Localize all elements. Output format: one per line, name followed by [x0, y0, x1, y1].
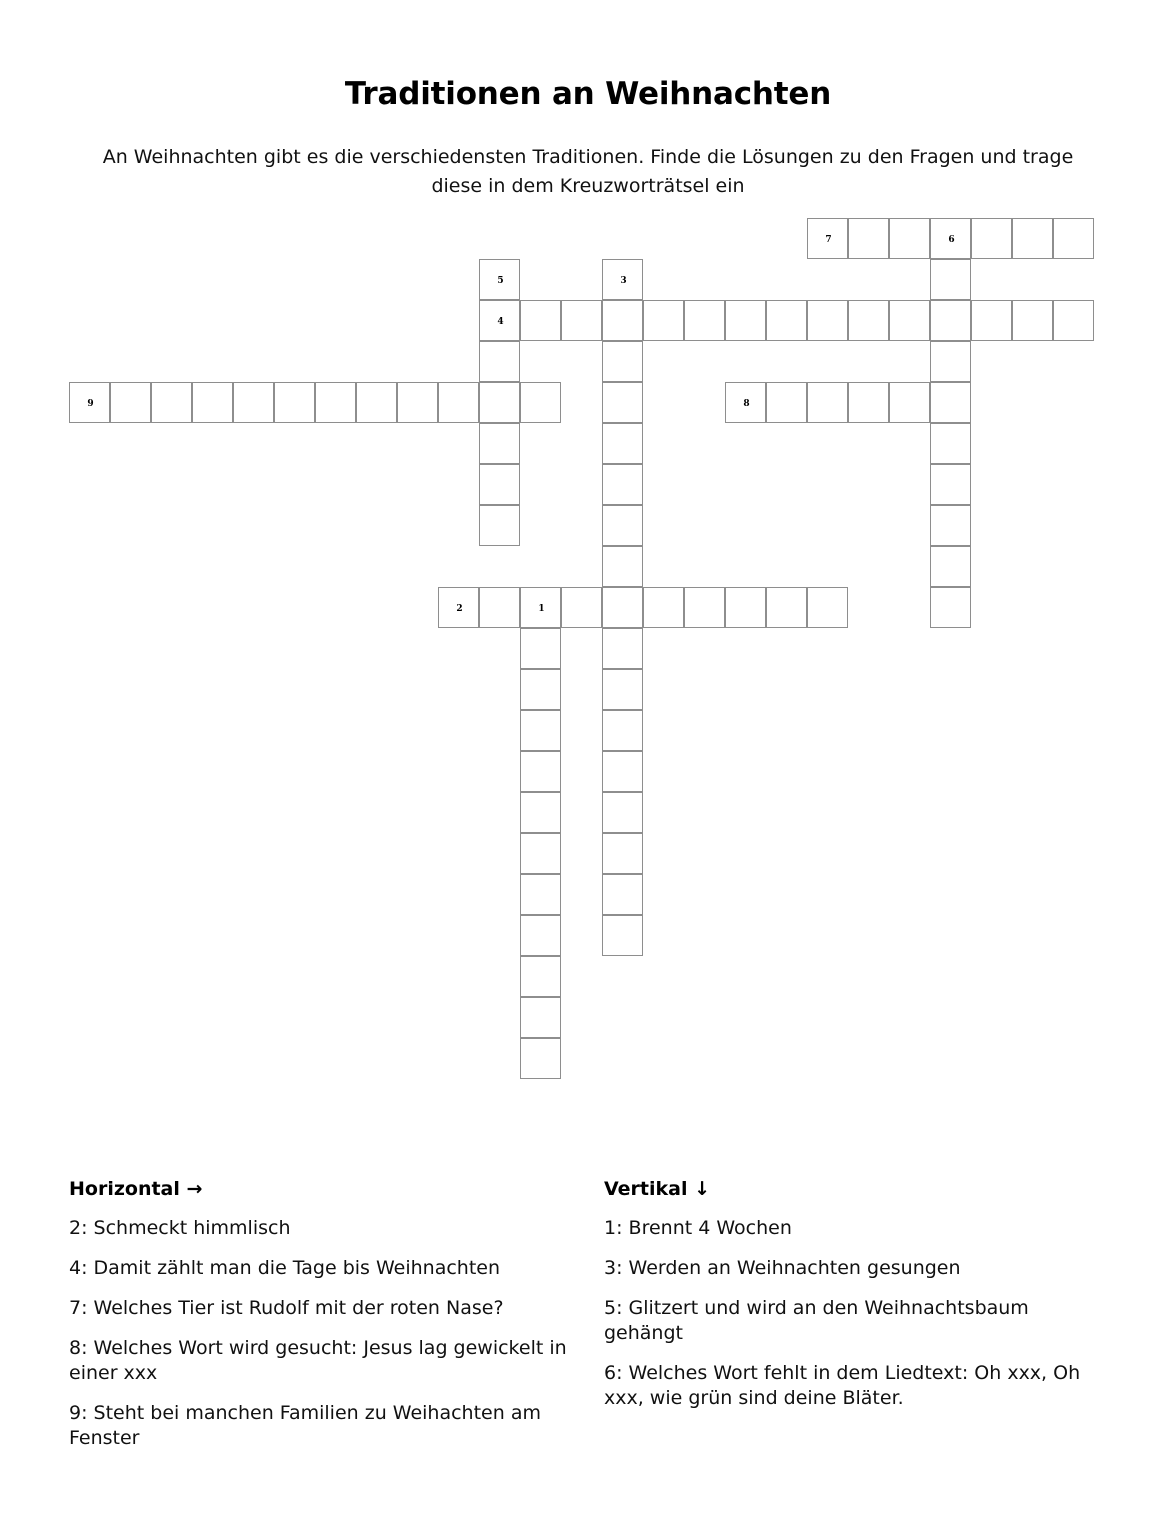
- crossword-cell-start-6[interactable]: [930, 218, 971, 259]
- clue-item: 1: Brennt 4 Wochen: [604, 1217, 792, 1239]
- crossword-cell[interactable]: [930, 423, 971, 464]
- crossword-cell[interactable]: [356, 382, 397, 423]
- crossword-cell[interactable]: [643, 587, 684, 628]
- crossword-cell[interactable]: [602, 341, 643, 382]
- crossword-cell[interactable]: [520, 710, 561, 751]
- crossword-cell[interactable]: [110, 382, 151, 423]
- crossword-cell[interactable]: [479, 464, 520, 505]
- clue-item: 6: Welches Wort fehlt in dem Liedtext: Oh xxx, Oh xxx, wie grün sind deine Bläter.: [604, 1362, 1081, 1409]
- crossword-cell[interactable]: [479, 341, 520, 382]
- crossword-cell[interactable]: [520, 915, 561, 956]
- vertikal-heading: Vertikal ↓: [604, 1178, 711, 1200]
- crossword-cell[interactable]: [602, 833, 643, 874]
- crossword-cell[interactable]: [643, 300, 684, 341]
- crossword-cell[interactable]: [807, 300, 848, 341]
- crossword-clue-number: 6: [948, 234, 955, 245]
- crossword-cell[interactable]: [1012, 300, 1053, 341]
- crossword-cell[interactable]: [192, 382, 233, 423]
- crossword-clue-number: 4: [497, 316, 504, 327]
- crossword-cell-start-7[interactable]: [807, 218, 848, 259]
- crossword-cell[interactable]: [848, 218, 889, 259]
- crossword-cell[interactable]: [930, 546, 971, 587]
- crossword-cell[interactable]: [520, 1038, 561, 1079]
- crossword-cell[interactable]: [520, 382, 561, 423]
- crossword-cell[interactable]: [520, 997, 561, 1038]
- crossword-cell[interactable]: [602, 792, 643, 833]
- crossword-cell[interactable]: [1012, 218, 1053, 259]
- crossword-cell[interactable]: [520, 956, 561, 997]
- crossword-cell[interactable]: [602, 915, 643, 956]
- crossword-cell[interactable]: [561, 587, 602, 628]
- crossword-cell[interactable]: [930, 300, 971, 341]
- crossword-cell[interactable]: [848, 382, 889, 423]
- crossword-cell[interactable]: [930, 464, 971, 505]
- crossword-cell[interactable]: [520, 300, 561, 341]
- crossword-cell[interactable]: [889, 218, 930, 259]
- crossword-clue-number: 7: [825, 234, 832, 245]
- clue-item: 7: Welches Tier ist Rudolf mit der roten Nase?: [69, 1297, 504, 1319]
- crossword-cell-start-4[interactable]: [479, 300, 520, 341]
- crossword-cell[interactable]: [520, 833, 561, 874]
- crossword-cell[interactable]: [684, 587, 725, 628]
- crossword-cell-start-2[interactable]: [438, 587, 479, 628]
- crossword-cell[interactable]: [602, 587, 643, 628]
- crossword-clue-number: 5: [497, 275, 504, 286]
- crossword-cell[interactable]: [1053, 300, 1094, 341]
- crossword-cell[interactable]: [397, 382, 438, 423]
- crossword-cell-start-3[interactable]: [602, 259, 643, 300]
- crossword-cell[interactable]: [889, 382, 930, 423]
- crossword-cell[interactable]: [766, 300, 807, 341]
- crossword-cell[interactable]: [274, 382, 315, 423]
- crossword-cell[interactable]: [807, 587, 848, 628]
- crossword-cell[interactable]: [602, 628, 643, 669]
- crossword-cell[interactable]: [602, 300, 643, 341]
- crossword-cell[interactable]: [520, 669, 561, 710]
- crossword-cell[interactable]: [766, 382, 807, 423]
- horizontal-heading: Horizontal →: [69, 1178, 203, 1200]
- crossword-cell[interactable]: [602, 505, 643, 546]
- crossword-cell[interactable]: [233, 382, 274, 423]
- crossword-cell[interactable]: [602, 423, 643, 464]
- crossword-cell[interactable]: [438, 382, 479, 423]
- clue-item: 4: Damit zählt man die Tage bis Weihnachten: [69, 1257, 501, 1279]
- crossword-cell[interactable]: [479, 382, 520, 423]
- crossword-clue-number: 1: [538, 603, 545, 614]
- crossword-cell[interactable]: [602, 751, 643, 792]
- crossword-cell[interactable]: [602, 382, 643, 423]
- crossword-cell-start-9[interactable]: [69, 382, 110, 423]
- crossword-cell-start-1[interactable]: [520, 587, 561, 628]
- clue-item: 2: Schmeckt himmlisch: [69, 1217, 291, 1239]
- crossword-cell[interactable]: [930, 382, 971, 423]
- crossword-cell[interactable]: [479, 423, 520, 464]
- crossword-cell[interactable]: [930, 505, 971, 546]
- crossword-clue-number: 9: [87, 398, 94, 409]
- crossword-cell[interactable]: [930, 587, 971, 628]
- crossword-cell[interactable]: [520, 751, 561, 792]
- page-title: Traditionen an Weihnachten: [344, 76, 832, 112]
- crossword-cell[interactable]: [930, 259, 971, 300]
- crossword-cell[interactable]: [151, 382, 192, 423]
- crossword-cell[interactable]: [807, 382, 848, 423]
- crossword-cell[interactable]: [971, 300, 1012, 341]
- crossword-clue-number: 8: [743, 398, 750, 409]
- crossword-cell[interactable]: [479, 505, 520, 546]
- crossword-clue-number: 2: [456, 603, 463, 614]
- horizontal-clues: [69, 1178, 589, 1466]
- crossword-cell[interactable]: [766, 587, 807, 628]
- crossword-cell[interactable]: [520, 628, 561, 669]
- clue-item: 9: Steht bei manchen Familien zu Weihachten am Fenster: [69, 1402, 541, 1449]
- vertikal-clues: [604, 1178, 1104, 1426]
- crossword-cell[interactable]: [889, 300, 930, 341]
- crossword-cell-start-8[interactable]: [725, 382, 766, 423]
- crossword-cell[interactable]: [602, 874, 643, 915]
- clue-item: 3: Werden an Weihnachten gesungen: [604, 1257, 961, 1279]
- crossword-cell[interactable]: [971, 218, 1012, 259]
- crossword-cell[interactable]: [520, 874, 561, 915]
- crossword-cell[interactable]: [684, 300, 725, 341]
- clue-item: 8: Welches Wort wird gesucht: Jesus lag gewickelt in einer xxx: [69, 1337, 567, 1384]
- crossword-cell[interactable]: [520, 792, 561, 833]
- crossword-cell[interactable]: [602, 669, 643, 710]
- crossword-clue-number: 3: [620, 275, 627, 286]
- crossword-cell[interactable]: [602, 710, 643, 751]
- page-subtitle: An Weihnachten gibt es die verschiedensten Traditionen. Finde die Lösungen zu den Fragen und trage diese in dem Kreuzworträtsel ein: [102, 146, 1074, 197]
- crossword-cell[interactable]: [725, 587, 766, 628]
- crossword-cell[interactable]: [602, 464, 643, 505]
- crossword-cell[interactable]: [725, 300, 766, 341]
- crossword-cell[interactable]: [561, 300, 602, 341]
- crossword-cell[interactable]: [479, 587, 520, 628]
- crossword-cell[interactable]: [315, 382, 356, 423]
- crossword-cell[interactable]: [848, 300, 889, 341]
- crossword-cell[interactable]: [602, 546, 643, 587]
- crossword-cell[interactable]: [1053, 218, 1094, 259]
- crossword-cell-start-5[interactable]: [479, 259, 520, 300]
- crossword-cell[interactable]: [930, 341, 971, 382]
- clue-item: 5: Glitzert und wird an den Weihnachtsbaum gehängt: [604, 1297, 1029, 1344]
